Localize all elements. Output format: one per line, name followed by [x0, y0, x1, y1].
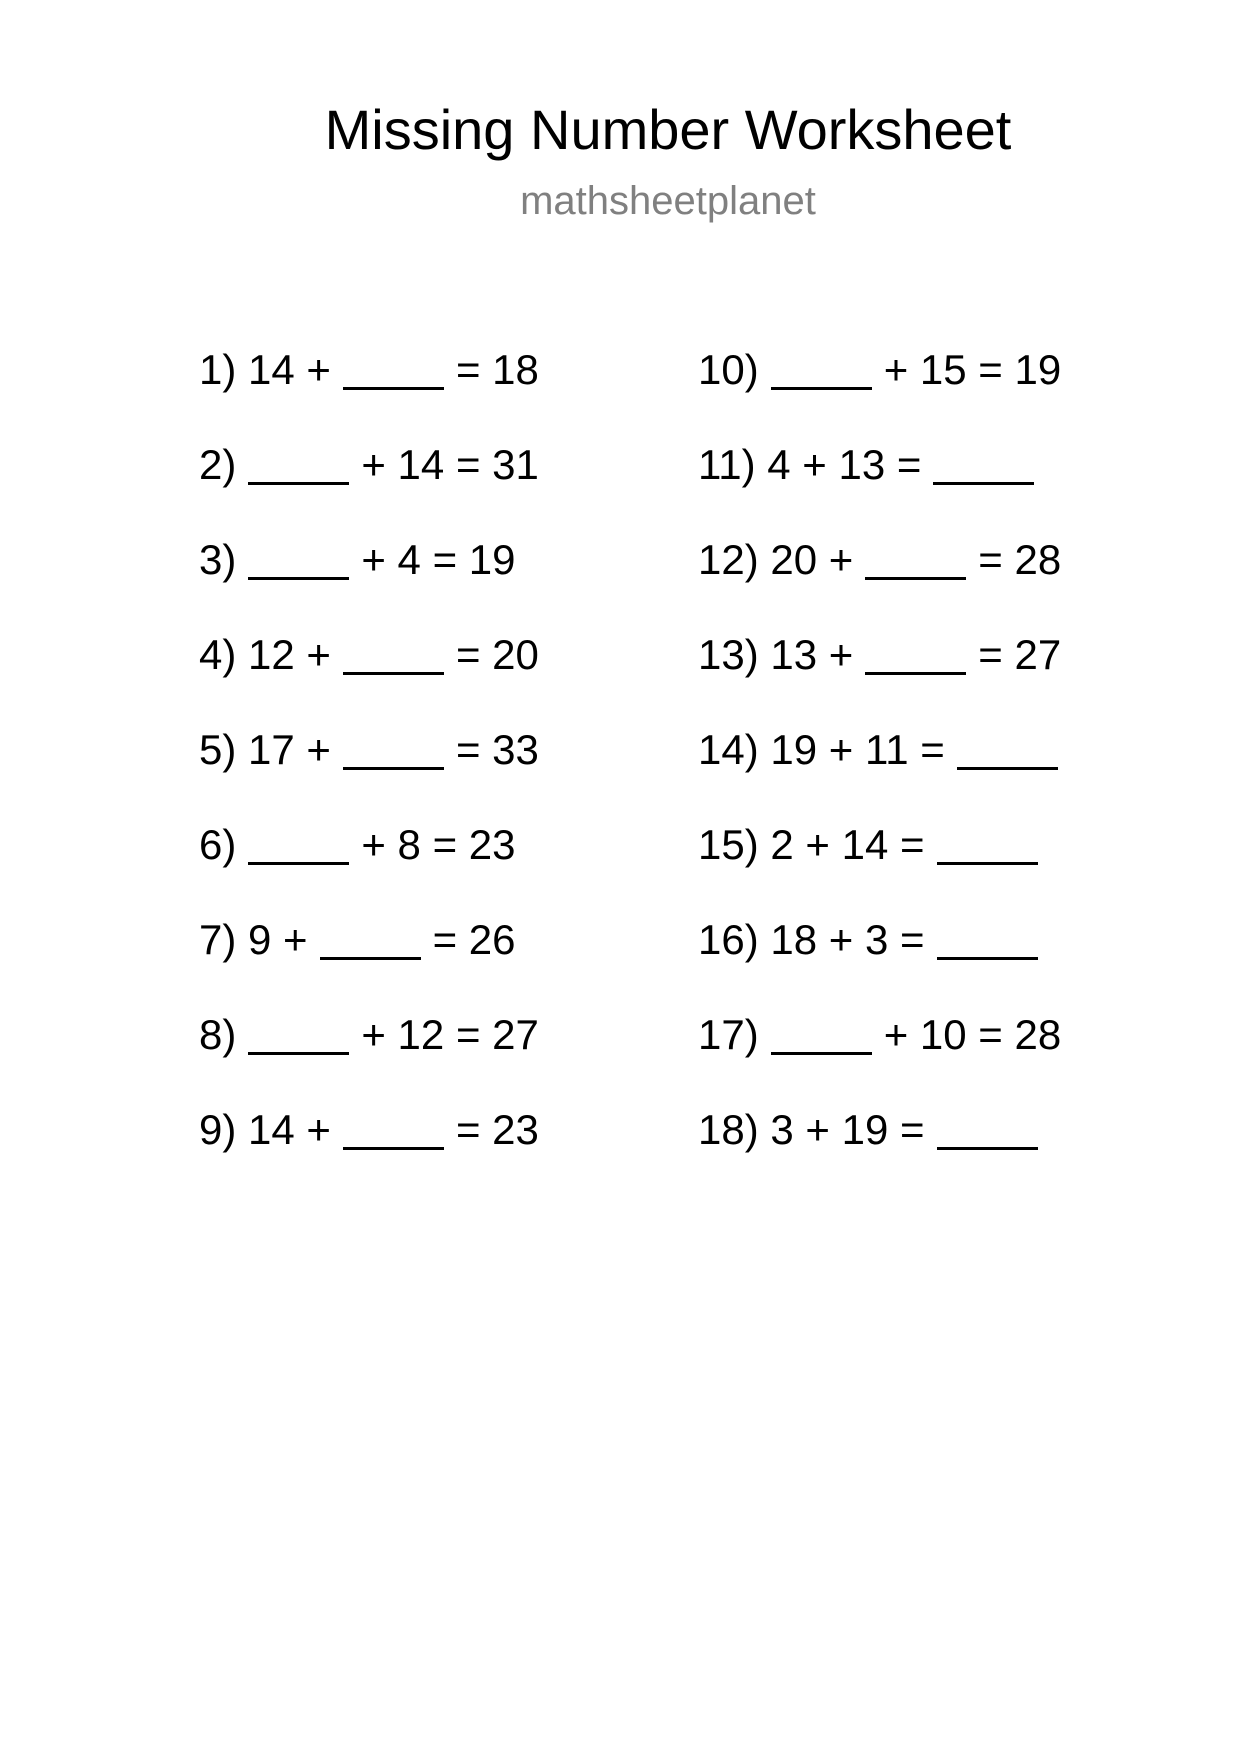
answer-blank[interactable] [771, 353, 872, 390]
problem-result: = 20 [455, 631, 539, 678]
problem-equation: + 15 = 19 [883, 346, 1062, 393]
problem-11 [698, 441, 1070, 536]
problem-number: 14) [698, 726, 759, 773]
answer-blank[interactable] [771, 1018, 872, 1055]
problem-9 [199, 1106, 539, 1201]
answer-blank[interactable] [937, 828, 1038, 865]
problem-equation: + 12 = 27 [361, 1011, 539, 1058]
problem-17 [698, 1011, 1070, 1106]
problem-number: 16) [698, 916, 759, 963]
problem-equation: + 8 = 23 [361, 821, 516, 868]
problem-result: = 23 [455, 1106, 539, 1153]
problem-12 [698, 536, 1070, 631]
problem-number: 11) [698, 441, 756, 488]
problem-18 [698, 1106, 1070, 1201]
problem-equation: + 14 = 31 [361, 441, 539, 488]
problem-13 [698, 631, 1070, 726]
problem-4 [199, 631, 539, 726]
problem-10 [698, 346, 1070, 441]
answer-blank[interactable] [937, 1113, 1038, 1150]
problem-16 [698, 916, 1070, 1011]
problem-number: 2) [199, 441, 237, 488]
problem-number: 6) [199, 821, 237, 868]
problem-number: 5) [199, 726, 237, 773]
answer-blank[interactable] [937, 923, 1038, 960]
problem-operand: 9 + [248, 916, 308, 963]
problem-result: = 33 [455, 726, 539, 773]
answer-blank[interactable] [865, 543, 966, 580]
answer-blank[interactable] [248, 1018, 349, 1055]
problems-right-column [698, 346, 1070, 1201]
problem-operand: 12 + [248, 631, 331, 678]
answer-blank[interactable] [343, 1113, 444, 1150]
problem-operand: 13 + [770, 631, 854, 678]
problem-15 [698, 821, 1070, 916]
problem-equation: 4 + 13 = [767, 441, 922, 488]
problem-equation: + 10 = 28 [883, 1011, 1062, 1058]
problem-number: 12) [698, 536, 759, 583]
worksheet-subtitle: mathsheetplanet [520, 179, 816, 223]
problem-7 [199, 916, 539, 1011]
answer-blank[interactable] [343, 638, 444, 675]
answer-blank[interactable] [343, 733, 444, 770]
problem-equation: 3 + 19 = [770, 1106, 925, 1153]
problem-number: 1) [199, 346, 237, 393]
problem-number: 4) [199, 631, 237, 678]
problem-equation: 19 + 11 = [770, 726, 945, 773]
answer-blank[interactable] [248, 543, 349, 580]
problem-1 [199, 346, 539, 441]
problem-2 [199, 441, 539, 536]
problem-number: 7) [199, 916, 237, 963]
problem-number: 10) [698, 346, 759, 393]
worksheet-title: Missing Number Worksheet [324, 98, 1012, 161]
answer-blank[interactable] [248, 448, 349, 485]
problem-6 [199, 821, 539, 916]
problem-5 [199, 726, 539, 821]
answer-blank[interactable] [957, 733, 1058, 770]
problem-result: = 28 [978, 536, 1062, 583]
answer-blank[interactable] [248, 828, 349, 865]
problem-8 [199, 1011, 539, 1106]
problem-operand: 17 + [248, 726, 331, 773]
problems-left-column [199, 346, 539, 1201]
answer-blank[interactable] [343, 353, 444, 390]
problem-operand: 14 + [248, 1106, 331, 1153]
problem-operand: 14 + [248, 346, 331, 393]
problem-number: 17) [698, 1011, 759, 1058]
problem-number: 8) [199, 1011, 237, 1058]
problem-3 [199, 536, 539, 631]
problem-result: = 18 [455, 346, 539, 393]
problem-number: 15) [698, 821, 759, 868]
problem-14 [698, 726, 1070, 821]
problem-number: 18) [698, 1106, 759, 1153]
problem-number: 9) [199, 1106, 237, 1153]
answer-blank[interactable] [933, 448, 1034, 485]
problem-result: = 27 [978, 631, 1062, 678]
problem-equation: + 4 = 19 [361, 536, 516, 583]
answer-blank[interactable] [865, 638, 966, 675]
problem-result: = 26 [432, 916, 516, 963]
answer-blank[interactable] [320, 923, 421, 960]
problem-operand: 20 + [770, 536, 854, 583]
problem-number: 3) [199, 536, 237, 583]
problem-equation: 2 + 14 = [770, 821, 925, 868]
problem-number: 13) [698, 631, 759, 678]
problem-equation: 18 + 3 = [770, 916, 925, 963]
